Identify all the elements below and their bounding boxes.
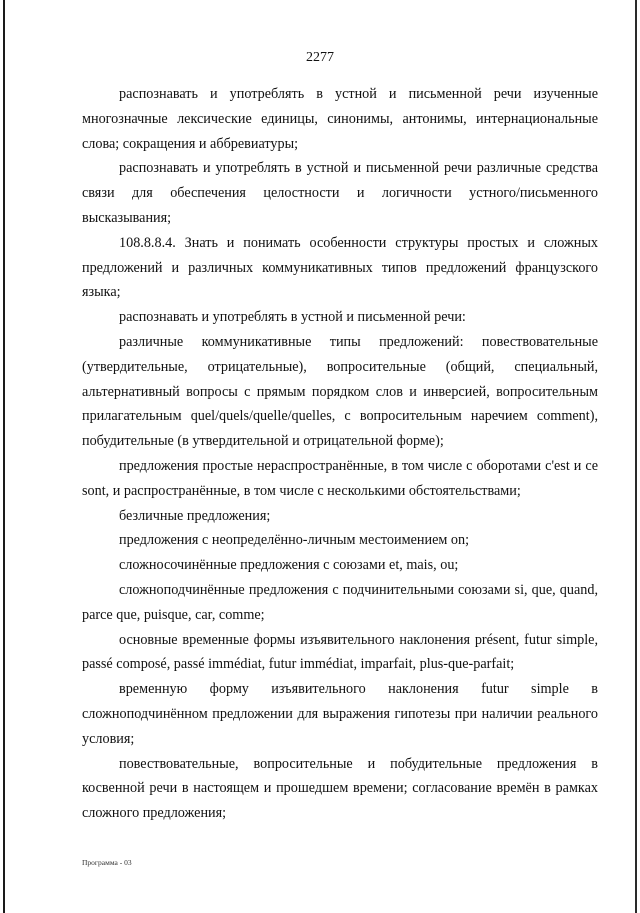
page-number: 2277 (306, 50, 334, 65)
paragraph-lexical-units: распознавать и употреблять в устной и письменной речи изученные многозначные лексические единицы, синонимы, антонимы, интернациональные слова; сокращения и аббревиатуры; (82, 86, 598, 152)
paragraph-recognize-use: распознавать и употреблять в устной и письменной речи: (119, 309, 466, 326)
body-text (82, 82, 598, 826)
paragraph-compound: сложносочинённые предложения с союзами et, mais, ou; (119, 557, 459, 574)
paragraph-section-108-8-8-4: 108.8.8.4. Знать и понимать особенности структуры простых и сложных предложений и различных коммуникативных типов предложений французского языка; (82, 234, 598, 301)
paragraph-simple-sentences: предложения простые нераспространённые, в том числе с оборотами c'est и ce sont, и распространённые, в том числе с несколькими обстоятельствами; (82, 457, 598, 499)
paragraph-communicative-types: различные коммуникативные типы предложений: повествовательные (утвердительные, отрицательные), вопросительные (общий, специальный, альтернативный вопросы с прямым порядком слов и инверсией, вопросительным прилагательным quel/quels/quelle/quelles, с вопросительным наречием comment), побудительные (в утвердительной и отрицательной форме); (82, 333, 598, 450)
paragraph-indirect-speech: повествовательные, вопросительные и побудительные предложения в косвенной речи в настоящем и прошедшем времени; согласование времён в рамках сложного предложения; (82, 755, 598, 822)
scan-edge-left (3, 0, 5, 913)
paragraph-tenses: основные временные формы изъявительного наклонения présent, futur simple, passé composé, passé immédiat, futur immédiat, imparfait, plus-que-parfait; (82, 631, 598, 673)
scan-edge-right (635, 0, 637, 913)
paragraph-connectives: распознавать и употреблять в устной и письменной речи различные средства связи для обеспечения целостности и логичности устного/письменного высказывания; (82, 160, 598, 226)
paragraph-impersonal: безличные предложения; (119, 507, 271, 524)
paragraph-indefinite-personal: предложения с неопределённо-личным местоимением on; (119, 532, 470, 549)
paragraph-complex: сложноподчинённые предложения с подчинительными союзами si, que, quand, parce que, puisque, car, comme; (82, 581, 598, 623)
paragraph-futur-simple: временную форму изъявительного наклонения futur simple в сложноподчинённом предложении для выражения гипотезы при наличии реального условия; (82, 681, 598, 747)
footer-label: Программа - 03 (82, 858, 132, 867)
